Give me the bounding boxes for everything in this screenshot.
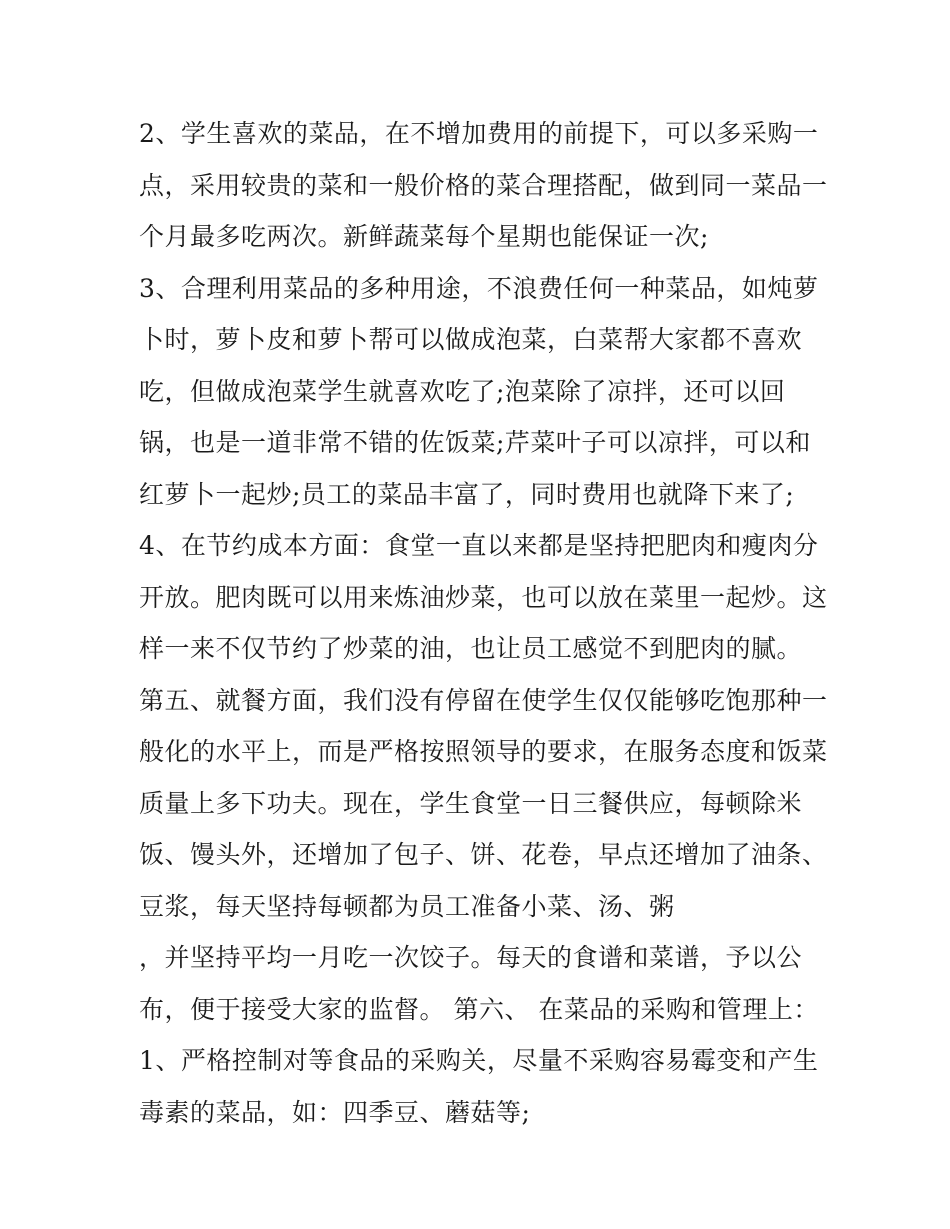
text-line: 饭、馒头外，还增加了包子、饼、花卷，早点还增加了油条、 bbox=[139, 840, 828, 869]
text-line: 样一来不仅节约了炒菜的油，也让员工感觉不到肥肉的腻。 bbox=[139, 634, 803, 663]
text-line: 1、严格控制对等食品的采购关，尽量不采购容易霉变和产生 bbox=[139, 1046, 819, 1075]
text-line: 开放。肥肉既可以用来炼油炒菜，也可以放在菜里一起炒。这 bbox=[139, 582, 828, 612]
text-line: 豆浆，每天坚持每顿都为员工准备小菜、汤、粥 bbox=[139, 891, 675, 921]
text-line: 吃，但做成泡菜学生就喜欢吃了;泡菜除了凉拌，还可以回 bbox=[139, 376, 786, 406]
text-line: 3、合理利用菜品的多种用途，不浪费任何一种菜品，如炖萝 bbox=[139, 273, 819, 303]
text-line: 第五、就餐方面，我们没有停留在使学生仅仅能够吃饱那种一 bbox=[139, 685, 828, 715]
text-line: 2、学生喜欢的菜品，在不增加费用的前提下，可以多采购一 bbox=[139, 119, 819, 148]
text-line: 质量上多下功夫。现在，学生食堂一日三餐供应，每顿除米 bbox=[139, 788, 803, 818]
text-line: 个月最多吃两次。新鲜蔬菜每个星期也能保证一次; bbox=[139, 222, 709, 251]
text-line: 点，采用较贵的菜和一般价格的菜合理搭配，做到同一菜品一 bbox=[139, 170, 828, 200]
text-line: 锅，也是一道非常不错的佐饭菜;芹菜叶子可以凉拌，可以和 bbox=[139, 428, 811, 457]
body-text bbox=[139, 108, 829, 1138]
text-line: 布，便于接受大家的监督。 第六、 在菜品的采购和管理上： bbox=[139, 994, 819, 1024]
text-line: 4、在节约成本方面：食堂一直以来都是坚持把肥肉和瘦肉分 bbox=[139, 531, 819, 560]
text-line: ，并坚持平均一月吃一次饺子。每天的食谱和菜谱，予以公 bbox=[139, 943, 803, 972]
text-line: 红萝卜一起炒;员工的菜品丰富了，同时费用也就降下来了; bbox=[139, 479, 795, 509]
text-line: 般化的水平上，而是严格按照领导的要求，在服务态度和饭菜 bbox=[139, 737, 828, 766]
text-line: 毒素的菜品，如：四季豆、蘑菇等; bbox=[139, 1097, 531, 1127]
text-line: 卜时，萝卜皮和萝卜帮可以做成泡菜，白菜帮大家都不喜欢 bbox=[139, 325, 803, 354]
